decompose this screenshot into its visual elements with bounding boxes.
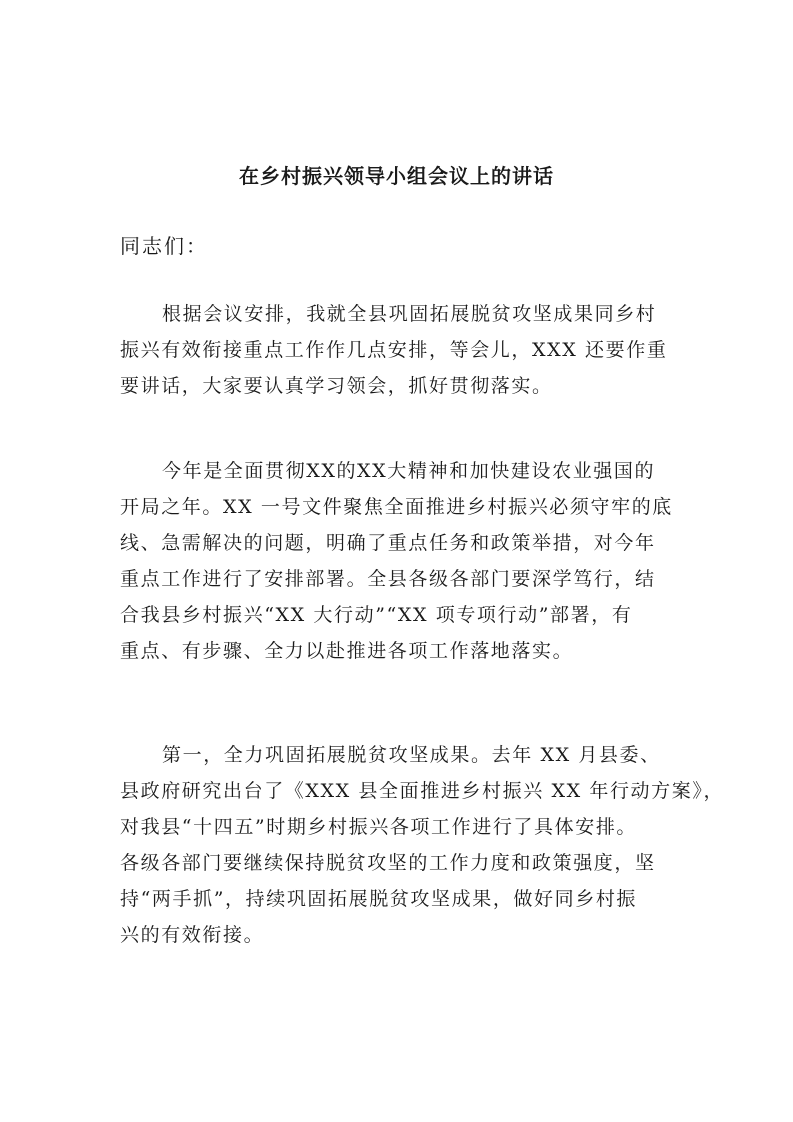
paragraph-line: 要讲话，大家要认真学习领会，抓好贯彻落实。 xyxy=(120,375,553,397)
paragraph-line: 对我县“十四五”时期乡村振兴各项工作进行了具体安排。 xyxy=(120,816,638,838)
document-title: 在乡村振兴领导小组会议上的讲话 xyxy=(239,164,554,188)
paragraph-line: 今年是全面贯彻XX的XX大精神和加快建设农业强国的 xyxy=(162,460,656,482)
paragraph-line: 第一，全力巩固拓展脱贫攻坚成果。去年 XX 月县委、 xyxy=(162,744,661,766)
paragraph-line: 持“两手抓”，持续巩固拓展脱贫攻坚成果，做好同乡村振 xyxy=(120,888,638,910)
paragraph-line: 振兴有效衔接重点工作作几点安排，等会儿，XXX 还要作重 xyxy=(120,339,668,361)
paragraph-line: 合我县乡村振兴“XX 大行动”“XX 项专项行动”部署，有 xyxy=(120,604,633,626)
paragraph-line: 重点、有步骤、全力以赴推进各项工作落地落实。 xyxy=(120,640,574,662)
paragraph-line: 线、急需解决的问题，明确了重点任务和政策举措，对今年 xyxy=(120,532,656,554)
paragraph-line: 各级各部门要继续保持脱贫攻坚的工作力度和政策强度，坚 xyxy=(120,852,656,874)
paragraph-1 xyxy=(120,296,680,404)
paragraph-line: 开局之年。XX 一号文件聚焦全面推进乡村振兴必须守牢的底 xyxy=(120,496,673,518)
paragraph-line: 重点工作进行了安排部署。全县各级各部门要深学笃行，结 xyxy=(120,568,656,590)
paragraph-line: 县政府研究出台了《XXX 县全面推进乡村振兴 XX 年行动方案》， xyxy=(120,780,725,802)
paragraph-line: 根据会议安排，我就全县巩固拓展脱贫攻坚成果同乡村 xyxy=(162,303,657,325)
paragraph-2 xyxy=(120,453,680,669)
salutation: 同志们： xyxy=(120,234,208,258)
paragraph-line: 兴的有效衔接。 xyxy=(120,924,265,946)
paragraph-3 xyxy=(120,737,725,953)
